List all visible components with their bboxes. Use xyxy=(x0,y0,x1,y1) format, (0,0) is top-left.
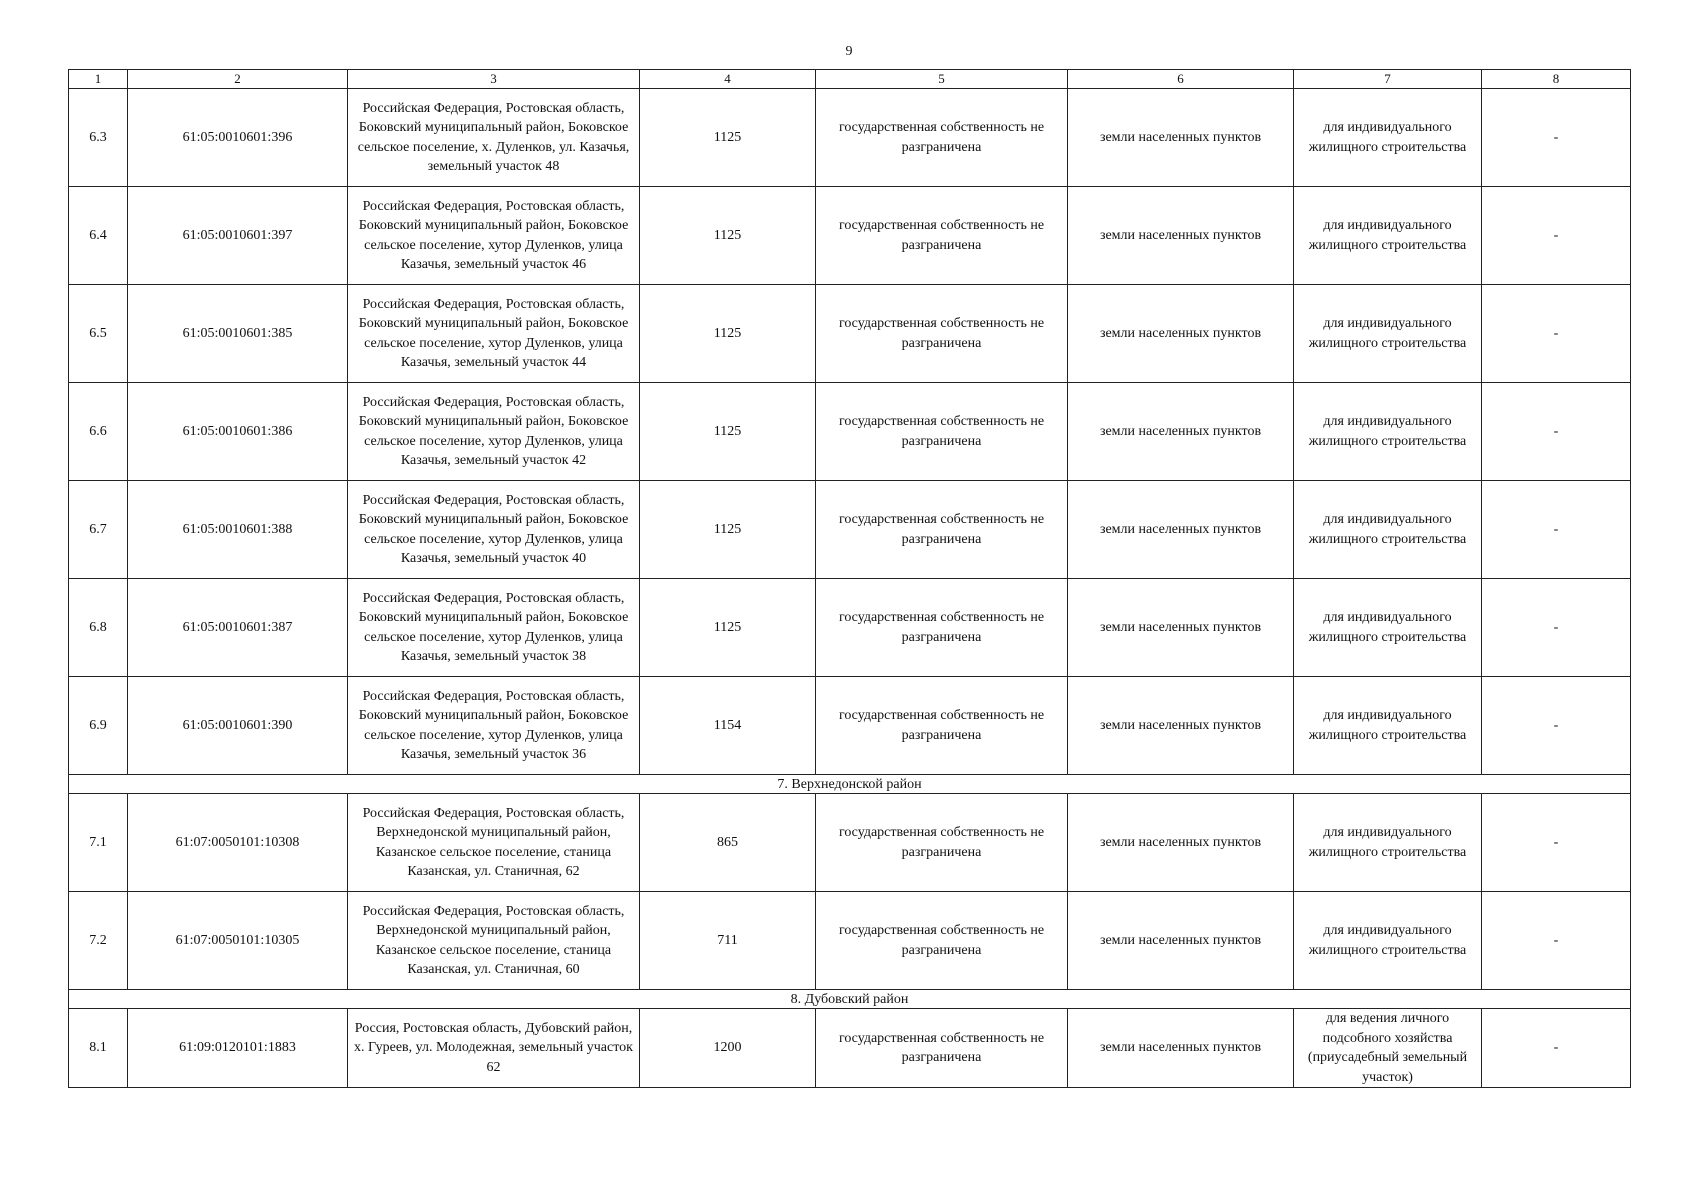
permitted-use-cell: для индивидуального жилищного строительства xyxy=(1294,89,1482,187)
area-cell: 1154 xyxy=(640,677,816,775)
page-number: 9 xyxy=(845,44,853,59)
ownership-cell: государственная собственность не разграничена xyxy=(816,285,1068,383)
area-cell: 1125 xyxy=(640,285,816,383)
permitted-use-cell: для ведения личного подсобного хозяйства (приусадебный земельный участок) xyxy=(1294,1009,1482,1088)
note-cell: - xyxy=(1482,383,1631,481)
column-header: 6 xyxy=(1068,70,1294,89)
area-cell: 865 xyxy=(640,794,816,892)
column-header: 5 xyxy=(816,70,1068,89)
row-number-cell: 6.9 xyxy=(69,677,128,775)
note-cell: - xyxy=(1482,892,1631,990)
area-cell: 1125 xyxy=(640,579,816,677)
ownership-cell: государственная собственность не разграничена xyxy=(816,89,1068,187)
cadastral-number-cell: 61:07:0050101:10305 xyxy=(128,892,348,990)
table-row xyxy=(69,794,1631,892)
row-number-cell: 6.5 xyxy=(69,285,128,383)
table-row xyxy=(69,285,1631,383)
cadastral-number-cell: 61:05:0010601:387 xyxy=(128,579,348,677)
row-number-cell: 7.1 xyxy=(69,794,128,892)
address-cell: Российская Федерация, Ростовская область, Боковский муниципальный район, Боковское сельское поселение, хутор Дуленков, улица Казачья, земельный участок 36 xyxy=(348,677,640,775)
permitted-use-cell: для индивидуального жилищного строительства xyxy=(1294,187,1482,285)
ownership-cell: государственная собственность не разграничена xyxy=(816,187,1068,285)
note-cell: - xyxy=(1482,481,1631,579)
row-number-cell: 6.7 xyxy=(69,481,128,579)
address-cell: Российская Федерация, Ростовская область, Верхнедонской муниципальный район, Казанское сельское поселение, станица Казанская, ул. Станичная, 62 xyxy=(348,794,640,892)
permitted-use-cell: для индивидуального жилищного строительства xyxy=(1294,383,1482,481)
row-number-cell: 6.4 xyxy=(69,187,128,285)
table-row xyxy=(69,677,1631,775)
area-cell: 711 xyxy=(640,892,816,990)
permitted-use-cell: для индивидуального жилищного строительства xyxy=(1294,481,1482,579)
table-row xyxy=(69,187,1631,285)
note-cell: - xyxy=(1482,677,1631,775)
row-number-cell: 7.2 xyxy=(69,892,128,990)
address-cell: Российская Федерация, Ростовская область, Боковский муниципальный район, Боковское сельское поселение, х. Дуленков, ул. Казачья, земельный участок 48 xyxy=(348,89,640,187)
column-number-header xyxy=(69,70,1631,89)
column-header: 4 xyxy=(640,70,816,89)
area-cell: 1200 xyxy=(640,1009,816,1088)
cadastral-number-cell: 61:05:0010601:396 xyxy=(128,89,348,187)
table-row xyxy=(69,481,1631,579)
land-category-cell: земли населенных пунктов xyxy=(1068,187,1294,285)
note-cell: - xyxy=(1482,1009,1631,1088)
row-number-cell: 6.3 xyxy=(69,89,128,187)
cadastral-number-cell: 61:05:0010601:385 xyxy=(128,285,348,383)
permitted-use-cell: для индивидуального жилищного строительства xyxy=(1294,677,1482,775)
ownership-cell: государственная собственность не разграничена xyxy=(816,794,1068,892)
cadastral-number-cell: 61:05:0010601:388 xyxy=(128,481,348,579)
column-header: 2 xyxy=(128,70,348,89)
column-header: 8 xyxy=(1482,70,1631,89)
area-cell: 1125 xyxy=(640,89,816,187)
land-category-cell: земли населенных пунктов xyxy=(1068,285,1294,383)
ownership-cell: государственная собственность не разграничена xyxy=(816,481,1068,579)
row-number-cell: 8.1 xyxy=(69,1009,128,1088)
ownership-cell: государственная собственность не разграничена xyxy=(816,579,1068,677)
note-cell: - xyxy=(1482,187,1631,285)
land-category-cell: земли населенных пунктов xyxy=(1068,481,1294,579)
cadastral-number-cell: 61:05:0010601:397 xyxy=(128,187,348,285)
land-category-cell: земли населенных пунктов xyxy=(1068,383,1294,481)
row-number-cell: 6.6 xyxy=(69,383,128,481)
district-title: 7. Верхнедонской район xyxy=(69,775,1631,794)
district-section-row xyxy=(69,775,1631,794)
table-row xyxy=(69,89,1631,187)
address-cell: Российская Федерация, Ростовская область, Боковский муниципальный район, Боковское сельское поселение, хутор Дуленков, улица Казачья, земельный участок 44 xyxy=(348,285,640,383)
address-cell: Российская Федерация, Ростовская область, Боковский муниципальный район, Боковское сельское поселение, хутор Дуленков, улица Казачья, земельный участок 40 xyxy=(348,481,640,579)
table-row xyxy=(69,579,1631,677)
address-cell: Россия, Ростовская область, Дубовский район, х. Гуреев, ул. Молодежная, земельный участок 62 xyxy=(348,1009,640,1088)
land-category-cell: земли населенных пунктов xyxy=(1068,892,1294,990)
permitted-use-cell: для индивидуального жилищного строительства xyxy=(1294,892,1482,990)
cadastral-number-cell: 61:09:0120101:1883 xyxy=(128,1009,348,1088)
permitted-use-cell: для индивидуального жилищного строительства xyxy=(1294,794,1482,892)
ownership-cell: государственная собственность не разграничена xyxy=(816,383,1068,481)
area-cell: 1125 xyxy=(640,481,816,579)
land-category-cell: земли населенных пунктов xyxy=(1068,794,1294,892)
address-cell: Российская Федерация, Ростовская область, Верхнедонской муниципальный район, Казанское сельское поселение, станица Казанская, ул. Станичная, 60 xyxy=(348,892,640,990)
row-number-cell: 6.8 xyxy=(69,579,128,677)
permitted-use-cell: для индивидуального жилищного строительства xyxy=(1294,285,1482,383)
district-section-row xyxy=(69,990,1631,1009)
land-category-cell: земли населенных пунктов xyxy=(1068,677,1294,775)
column-header: 7 xyxy=(1294,70,1482,89)
land-category-cell: земли населенных пунктов xyxy=(1068,579,1294,677)
table-row xyxy=(69,1009,1631,1088)
note-cell: - xyxy=(1482,794,1631,892)
ownership-cell: государственная собственность не разграничена xyxy=(816,892,1068,990)
note-cell: - xyxy=(1482,579,1631,677)
note-cell: - xyxy=(1482,285,1631,383)
table-row xyxy=(69,892,1631,990)
column-header: 3 xyxy=(348,70,640,89)
district-title: 8. Дубовский район xyxy=(69,990,1631,1009)
address-cell: Российская Федерация, Ростовская область, Боковский муниципальный район, Боковское сельское поселение, хутор Дуленков, улица Казачья, земельный участок 42 xyxy=(348,383,640,481)
note-cell: - xyxy=(1482,89,1631,187)
cadastral-number-cell: 61:07:0050101:10308 xyxy=(128,794,348,892)
cadastral-number-cell: 61:05:0010601:390 xyxy=(128,677,348,775)
column-header: 1 xyxy=(69,70,128,89)
table-row xyxy=(69,383,1631,481)
address-cell: Российская Федерация, Ростовская область, Боковский муниципальный район, Боковское сельское поселение, хутор Дуленков, улица Казачья, земельный участок 46 xyxy=(348,187,640,285)
area-cell: 1125 xyxy=(640,187,816,285)
address-cell: Российская Федерация, Ростовская область, Боковский муниципальный район, Боковское сельское поселение, хутор Дуленков, улица Казачья, земельный участок 38 xyxy=(348,579,640,677)
permitted-use-cell: для индивидуального жилищного строительства xyxy=(1294,579,1482,677)
land-category-cell: земли населенных пунктов xyxy=(1068,1009,1294,1088)
ownership-cell: государственная собственность не разграничена xyxy=(816,1009,1068,1088)
ownership-cell: государственная собственность не разграничена xyxy=(816,677,1068,775)
area-cell: 1125 xyxy=(640,383,816,481)
land-category-cell: земли населенных пунктов xyxy=(1068,89,1294,187)
land-plots-table xyxy=(68,69,1631,1088)
cadastral-number-cell: 61:05:0010601:386 xyxy=(128,383,348,481)
